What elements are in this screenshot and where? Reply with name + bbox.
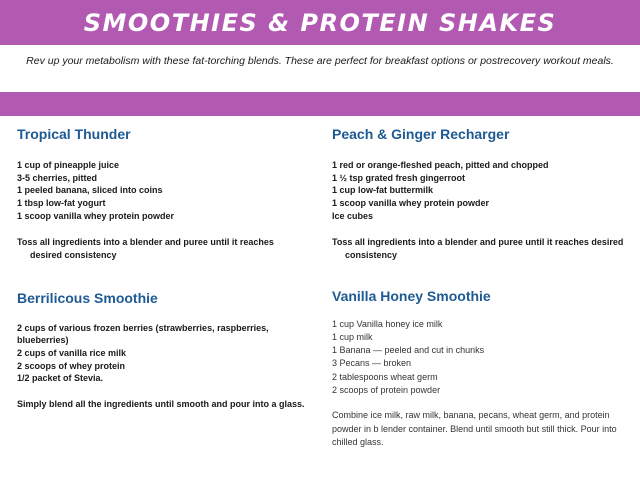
ingredient-item: 1/2 packet of Stevia. xyxy=(17,373,104,384)
ingredient-item: 3 Pecans — broken xyxy=(332,358,412,369)
recipe-title: Peach & Ginger Recharger xyxy=(332,126,510,142)
ingredient-item: 1 cup of pineapple juice xyxy=(17,160,120,170)
ingredient-item: 1 red or orange-fleshed peach, pitted and chopped xyxy=(332,160,549,170)
subtitle: Rev up your metabolism with these fat-torching blends. These are perfect for breakfast options or postrecovery workout meals. xyxy=(26,55,614,67)
ingredient-item: 2 cups of vanilla rice milk xyxy=(17,347,127,358)
ingredient-item: 1 cup Vanilla honey ice milk xyxy=(332,318,443,329)
recipe-directions: Combine ice milk, raw milk, banana, pecans, wheat germ, and protein powder in b lender container. Blend until smooth but still thick. Pour into chilled glass. xyxy=(332,410,617,447)
left-column xyxy=(17,126,307,411)
ingredient-item: 1 ½ tsp grated fresh gingerroot xyxy=(332,172,466,183)
ingredient-item: 1 tbsp low-fat yogurt xyxy=(17,198,106,209)
page-title: SMOOTHIES & PROTEIN SHAKES xyxy=(83,8,557,37)
ingredient-item: 2 scoops of protein powder xyxy=(332,385,441,395)
ingredient-item: 1 cup low-fat buttermilk xyxy=(332,185,434,196)
ingredient-item: 1 scoop vanilla whey protein powder xyxy=(332,198,490,209)
ingredient-item: 2 scoops of whey protein xyxy=(17,360,126,371)
recipe-directions: Toss all ingredients into a blender and puree until it reaches desired consistency xyxy=(17,236,274,260)
divider-band xyxy=(0,92,640,116)
ingredient-item: 1 scoop vanilla whey protein powder xyxy=(17,210,175,221)
ingredient-item: 3-5 cherries, pitted xyxy=(17,172,98,183)
ingredient-item: Ice cubes xyxy=(332,210,374,221)
ingredient-item: 1 peeled banana, sliced into coins xyxy=(17,185,163,196)
recipe-directions: Toss all ingredients into a blender and puree until it reaches desired consistency xyxy=(332,236,624,260)
ingredient-list xyxy=(17,322,307,386)
recipe-peach-ginger-recharger xyxy=(332,126,624,262)
ingredient-item: 2 cups of various frozen berries (strawberries, raspberries, blueberries) xyxy=(17,322,269,346)
recipe-tropical-thunder xyxy=(17,126,307,262)
recipe-directions: Simply blend all the ingredients until smooth and pour into a glass. xyxy=(17,399,305,410)
ingredient-list xyxy=(332,159,624,223)
header-bar xyxy=(0,0,640,45)
right-column xyxy=(332,126,624,449)
ingredient-list xyxy=(332,318,624,398)
ingredient-list xyxy=(17,159,307,223)
recipe-berrilicous-smoothie xyxy=(17,290,307,412)
recipe-title: Berrilicous Smoothie xyxy=(17,289,158,306)
ingredient-item: 1 Banana — peeled and cut in chunks xyxy=(332,345,485,356)
ingredient-item: 1 cup milk xyxy=(332,331,373,342)
recipe-vanilla-honey-smoothie xyxy=(332,288,624,450)
recipe-title: Vanilla Honey Smoothie xyxy=(332,287,491,304)
ingredient-item: 2 tablespoons wheat germ xyxy=(332,371,438,382)
recipe-title: Tropical Thunder xyxy=(17,126,131,142)
